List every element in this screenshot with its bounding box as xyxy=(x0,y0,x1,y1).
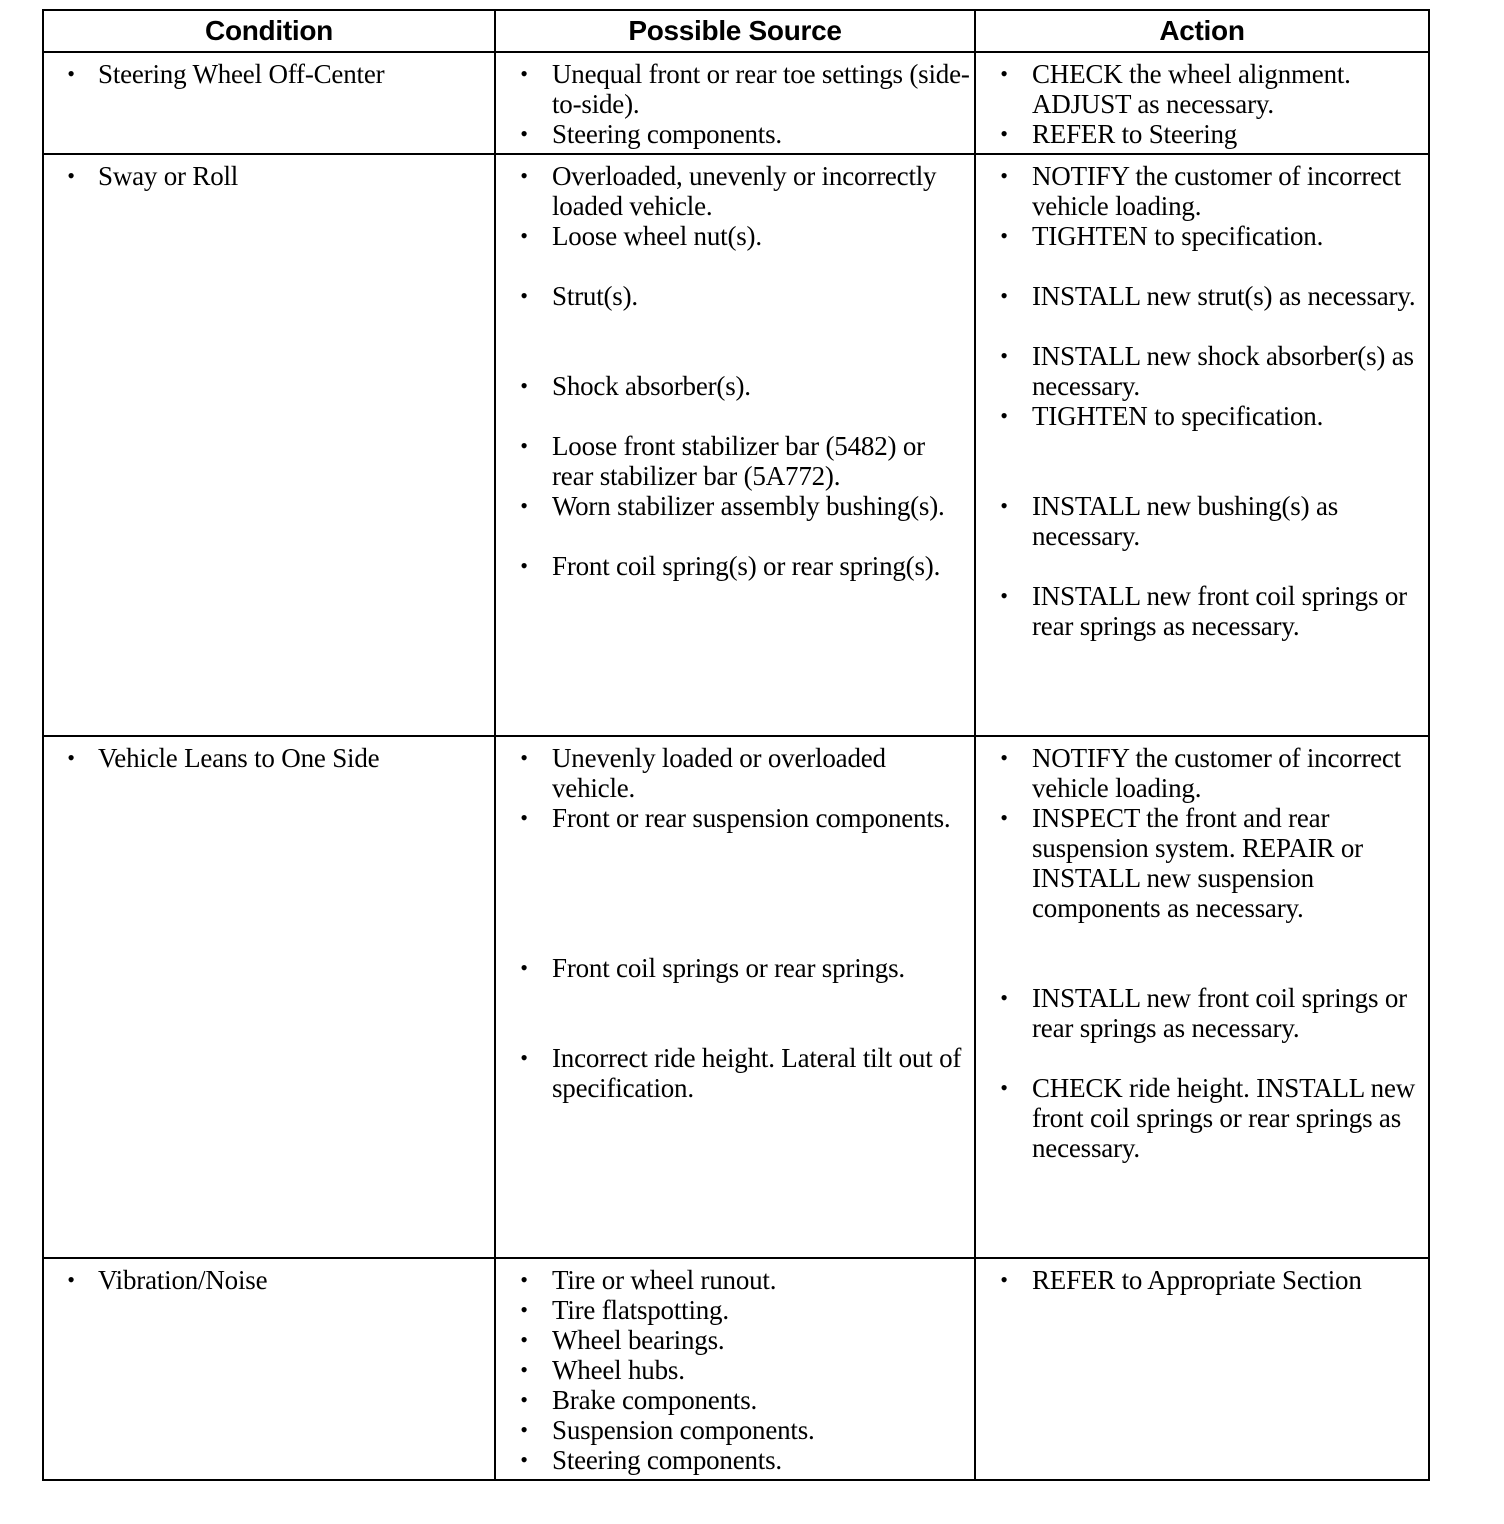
action-text: INSTALL new strut(s) as necessary. xyxy=(1032,281,1416,311)
action-text: REFER to Appropriate Section xyxy=(1032,1265,1362,1295)
bullet-icon xyxy=(496,371,552,401)
action-text: NOTIFY the customer of incorrect vehicle loading. xyxy=(1032,161,1401,221)
action-text: TIGHTEN to specification. xyxy=(1032,401,1324,431)
condition-cell xyxy=(43,1258,495,1480)
bullet-icon xyxy=(496,1295,552,1325)
condition-cell xyxy=(43,52,495,154)
condition-text: Sway or Roll xyxy=(98,161,239,191)
bullet-icon xyxy=(976,59,1032,119)
bullet-icon xyxy=(976,1073,1032,1163)
table-row xyxy=(43,736,1429,1258)
source-cell xyxy=(495,154,975,736)
source-text: Wheel hubs. xyxy=(552,1355,685,1385)
action-item xyxy=(976,803,1424,923)
source-item xyxy=(496,1385,970,1415)
source-item xyxy=(496,491,970,521)
source-text: Strut(s). xyxy=(552,281,638,311)
table-row xyxy=(43,154,1429,736)
bullet-icon xyxy=(496,119,552,149)
source-text: Front or rear suspension components. xyxy=(552,803,951,833)
condition-item xyxy=(44,1265,490,1295)
bullet-icon xyxy=(496,431,552,491)
source-text: Unevenly loaded or overloaded vehicle. xyxy=(552,743,886,803)
action-text: TIGHTEN to specification. xyxy=(1032,221,1324,251)
bullet-icon xyxy=(44,59,98,89)
bullet-icon xyxy=(496,953,552,983)
source-cell xyxy=(495,1258,975,1480)
action-text: INSPECT the front and rear suspension system. REPAIR or INSTALL new suspension components as necessary. xyxy=(1032,803,1363,923)
condition-cell xyxy=(43,154,495,736)
bullet-icon xyxy=(976,743,1032,803)
source-item xyxy=(496,221,970,251)
source-text: Worn stabilizer assembly bushing(s). xyxy=(552,491,945,521)
bullet-icon xyxy=(976,341,1032,401)
condition-cell xyxy=(43,736,495,1258)
bullet-icon xyxy=(44,1265,98,1295)
source-text: Tire or wheel runout. xyxy=(552,1265,777,1295)
bullet-icon xyxy=(496,803,552,833)
bullet-icon xyxy=(496,1415,552,1445)
action-text: CHECK ride height. INSTALL new front coil springs or rear springs as necessary. xyxy=(1032,1073,1416,1163)
condition-text: Vehicle Leans to One Side xyxy=(98,743,380,773)
source-item xyxy=(496,119,970,149)
source-cell xyxy=(495,52,975,154)
bullet-icon xyxy=(976,119,1032,149)
source-item xyxy=(496,281,970,311)
source-text: Loose front stabilizer bar (5482) or rear stabilizer bar (5A772). xyxy=(552,431,925,491)
action-item xyxy=(976,743,1424,803)
source-item xyxy=(496,803,970,833)
bullet-icon xyxy=(496,1445,552,1475)
bullet-icon xyxy=(976,983,1032,1043)
source-text: Wheel bearings. xyxy=(552,1325,725,1355)
header-action: Action xyxy=(975,10,1429,52)
source-text: Steering components. xyxy=(552,119,782,149)
action-text: INSTALL new shock absorber(s) as necessary. xyxy=(1032,341,1414,401)
action-item xyxy=(976,581,1424,641)
action-item xyxy=(976,1073,1424,1163)
source-text: Unequal front or rear toe settings (side-to-side). xyxy=(552,59,970,119)
header-row xyxy=(43,10,1429,52)
action-item xyxy=(976,401,1424,431)
bullet-icon xyxy=(496,743,552,803)
action-item xyxy=(976,1265,1424,1295)
action-text: INSTALL new front coil springs or rear springs as necessary. xyxy=(1032,581,1407,641)
action-cell xyxy=(975,736,1429,1258)
source-item xyxy=(496,953,970,983)
bullet-icon xyxy=(976,221,1032,251)
source-item xyxy=(496,161,970,221)
action-cell xyxy=(975,52,1429,154)
action-text: INSTALL new bushing(s) as necessary. xyxy=(1032,491,1339,551)
source-item xyxy=(496,1265,970,1295)
action-text: CHECK the wheel alignment. ADJUST as necessary. xyxy=(1032,59,1351,119)
action-item xyxy=(976,983,1424,1043)
source-item xyxy=(496,551,970,581)
bullet-icon xyxy=(496,1355,552,1385)
source-item xyxy=(496,1043,970,1103)
bullet-icon xyxy=(496,1265,552,1295)
source-text: Incorrect ride height. Lateral tilt out of specification. xyxy=(552,1043,962,1103)
condition-item xyxy=(44,743,490,773)
action-item xyxy=(976,281,1424,311)
bullet-icon xyxy=(496,1325,552,1355)
bullet-icon xyxy=(496,491,552,521)
bullet-icon xyxy=(496,281,552,311)
bullet-icon xyxy=(976,161,1032,221)
table-row xyxy=(43,52,1429,154)
bullet-icon xyxy=(976,803,1032,923)
source-text: Loose wheel nut(s). xyxy=(552,221,762,251)
action-cell xyxy=(975,154,1429,736)
bullet-icon xyxy=(496,59,552,119)
action-cell xyxy=(975,1258,1429,1480)
source-text: Front coil spring(s) or rear spring(s). xyxy=(552,551,941,581)
action-text: NOTIFY the customer of incorrect vehicle loading. xyxy=(1032,743,1401,803)
bullet-icon xyxy=(44,743,98,773)
condition-item xyxy=(44,59,490,89)
source-item xyxy=(496,1415,970,1445)
source-text: Suspension components. xyxy=(552,1415,815,1445)
source-item xyxy=(496,431,970,491)
source-item xyxy=(496,371,970,401)
bullet-icon xyxy=(976,281,1032,311)
source-text: Tire flatspotting. xyxy=(552,1295,729,1325)
action-item xyxy=(976,221,1424,251)
source-text: Front coil springs or rear springs. xyxy=(552,953,905,983)
bullet-icon xyxy=(976,401,1032,431)
bullet-icon xyxy=(976,581,1032,641)
action-text: INSTALL new front coil springs or rear springs as necessary. xyxy=(1032,983,1407,1043)
source-text: Overloaded, unevenly or incorrectly loaded vehicle. xyxy=(552,161,937,221)
table-row xyxy=(43,1258,1429,1480)
bullet-icon xyxy=(496,1043,552,1103)
source-item xyxy=(496,59,970,119)
header-possible-source: Possible Source xyxy=(495,10,975,52)
condition-text: Vibration/Noise xyxy=(98,1265,268,1295)
source-text: Shock absorber(s). xyxy=(552,371,751,401)
bullet-icon xyxy=(976,491,1032,551)
diagnosis-table xyxy=(42,9,1430,1481)
condition-item xyxy=(44,161,490,191)
bullet-icon xyxy=(496,161,552,221)
source-cell xyxy=(495,736,975,1258)
action-item xyxy=(976,161,1424,221)
source-text: Brake components. xyxy=(552,1385,758,1415)
bullet-icon xyxy=(496,1385,552,1415)
source-item xyxy=(496,1445,970,1475)
bullet-icon xyxy=(976,1265,1032,1295)
header-condition: Condition xyxy=(43,10,495,52)
condition-text: Steering Wheel Off-Center xyxy=(98,59,385,89)
bullet-icon xyxy=(44,161,98,191)
source-item xyxy=(496,1325,970,1355)
action-item xyxy=(976,59,1424,119)
action-text: REFER to Steering xyxy=(1032,119,1238,149)
source-item xyxy=(496,743,970,803)
action-item xyxy=(976,491,1424,551)
action-item xyxy=(976,119,1424,149)
bullet-icon xyxy=(496,221,552,251)
source-item xyxy=(496,1295,970,1325)
source-item xyxy=(496,1355,970,1385)
action-item xyxy=(976,341,1424,401)
bullet-icon xyxy=(496,551,552,581)
source-text: Steering components. xyxy=(552,1445,782,1475)
